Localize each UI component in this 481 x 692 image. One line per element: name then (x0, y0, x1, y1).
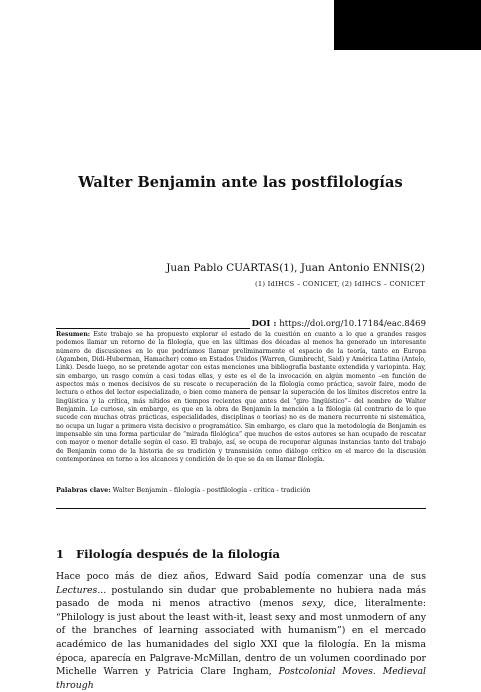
doi-label: DOI : (251, 319, 277, 329)
abstract-label: Resumen: (56, 331, 91, 338)
keywords-label: Palabras clave: (56, 486, 111, 494)
body-text-3: , dice, literalmente: “Philology is just about the least with-it, least sexy and most unmodern of any of the branches of learning associated with humanism”) en el mercado académico de las humanidades del siglo XXI que la filología. En la misma época, aparecía en Palgrave-McMillan, dentro de un volumen coordinado por Michelle Warren y Patricia Clare Ingham, (56, 598, 426, 678)
body-text-1: Hace poco más de diez años, Edward Said podía comenzar una de sus (56, 571, 426, 582)
keywords-text: Walter Benjamin - filología - postfilología - crítica - tradición (112, 486, 311, 494)
keywords (56, 486, 426, 494)
body-italic-title: Postcolonial Moves. Medieval through (56, 666, 426, 691)
section-title: Filología después de la filología (76, 547, 281, 561)
section-heading (56, 547, 280, 561)
doi-line (56, 319, 426, 329)
body-paragraph (56, 570, 426, 692)
affiliations-line: (1) IdIHCS – CONICET, (2) IdIHCS – CONICET (255, 280, 425, 288)
authors-line: Juan Pablo CUARTAS(1), Juan Antonio ENNIS(2) (166, 262, 425, 274)
section-number: 1 (56, 547, 65, 561)
paper-title: Walter Benjamin ante las postfilologías (78, 174, 403, 191)
corner-black-block (334, 0, 481, 50)
body-italic-sexy: sexy (301, 598, 323, 610)
body-text-2: postulando sin dudar que probablemente no hubiera nada más pasado de moda ni menos atractivo (menos (56, 584, 426, 610)
doi-rule (56, 319, 250, 329)
abstract-text: Este trabajo se ha propuesto explorar el estado de la cuestión en cuanto a lo que a grandes rasgos podemos llamar un retorno de la filología, que en las últimas dos décadas al menos ha generado un interesante número de discusiones en lo que podríamos llamar preliminarmente el espacio de la teoría, tanto en Europa (Agamben, Didi-Huberman, Hamacher) como en Estados Unidos (Warren, Gumbrecht, Said) y América Latina (Antelo, Link). Desde luego, no se pretende agotar con estas menciones una bibliografía bastante extendida y variopinta. Hay, sin embargo, un rasgo común a casi todas ellas, y este es el de la invocación en algún momento –en función de aspectos más o menos decisivos de su rescate o recuperación de la filología como práctica, savoir faire, modo de lectura o ethos del lector especializado, o bien como manera de pensar la superación de los límites discretos entre la lingüística y la crítica, más nítidos en tiempos recientes que antes del “giro lingüístico”– del nombre de Walter Benjamin. Lo curioso, sin embargo, es que en la obra de Benjamin la mención a la filología (al contrario de lo que sucede con muchas otras prácticas, especialidades, disciplinas o teorías) no es de manera recurrente ni sistemática, no ocupa un lugar a primera vista decisivo o programático. Sin embargo, es claro que la metodología de Benjamin es impensable sin una forma particular de “mirada filológica” que muchos de estos autores se han ocupado de rescatar con mayor o menor detalle según el caso. El trabajo, así, se ocupa de recuperar algunas instancias tanto del trabajo de Benjamin como de la historia de su tradición y transmisión como diálogo crítico en el marco de la discusión contemporánea en torno a los alcances y condición de lo que se da en llamar filología. (56, 331, 427, 464)
abstract (56, 331, 426, 465)
doi-link[interactable]: https://doi.org/10.17184/eac.8469 (279, 319, 426, 329)
section-divider (56, 508, 426, 509)
body-italic-lectures: Lectures... (56, 584, 107, 596)
